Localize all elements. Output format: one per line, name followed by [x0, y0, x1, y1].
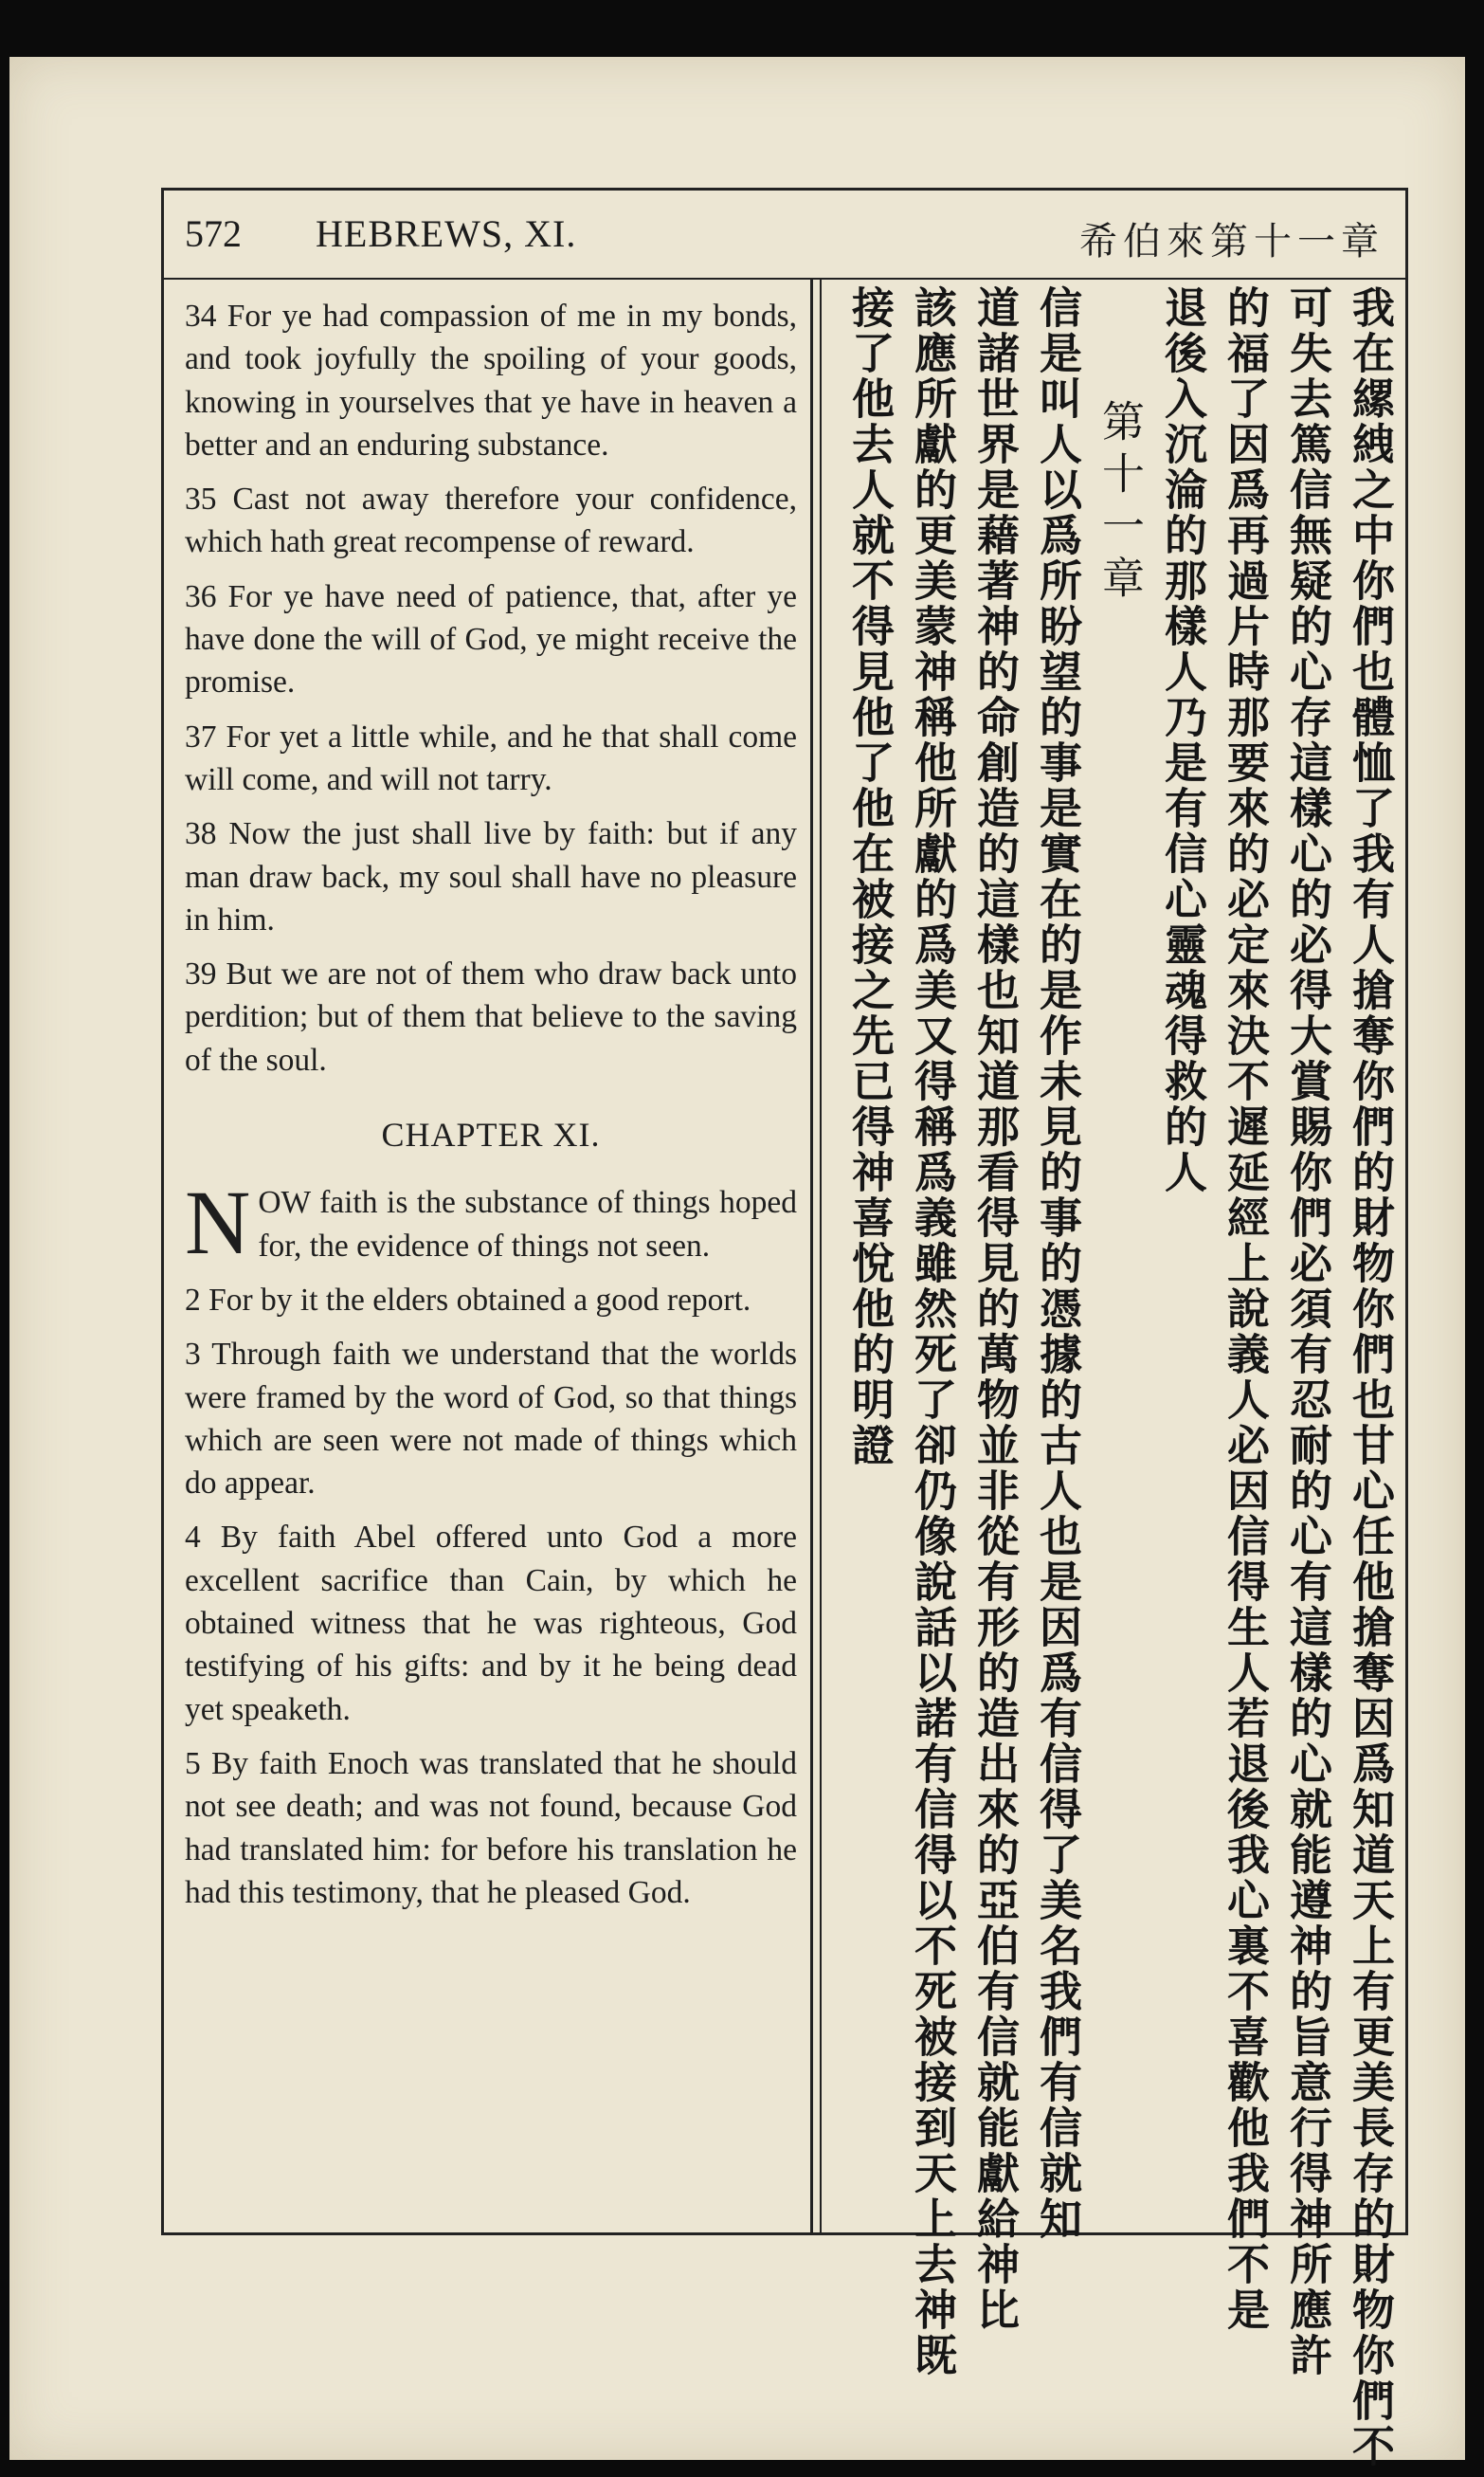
chinese-line: 信是叫人以爲所盼望的事是實在的是作未見的事的憑據的古人也是因爲有信得了美名我們有信就知 — [1032, 285, 1082, 2242]
verse-10-35: 35 Cast not away therefore your confidence, which hath great recompense of reward. — [185, 482, 797, 560]
verse-11-1 — [185, 1172, 797, 1274]
chinese-line: 可失去篤信無疑的心存這樣心的必得大賞賜你們必須有忍耐的心有這樣的心就能遵神的旨意行得神所應許 — [1282, 285, 1332, 2378]
page-number: 572 — [185, 212, 242, 255]
verse-10-39: 39 But we are not of them who draw back unto perdition; but of them that believe to the saving of the soul. — [185, 956, 797, 1078]
verse-11-2: 2 For by it the elders obtained a good report. — [185, 1282, 751, 1318]
verse-11-5: 5 By faith Enoch was translated that he should not see death; and was not found, because God had translated him: for before his translation he had this testimony, that he pleased God. — [185, 1745, 797, 1910]
chinese-line: 接了他去人就不得見他了他在被接之先已得神喜悅他的明證 — [844, 285, 895, 1468]
chinese-line: 退後入沉淪的那樣人乃是有信心靈魂得救的人 — [1157, 285, 1207, 1195]
english-column — [185, 295, 797, 1925]
verse-10-36: 36 For ye have need of patience, that, after ye have done the will of God, ye might receive the promise. — [185, 578, 797, 701]
verse-10-38: 38 Now the just shall live by faith: but if any man draw back, my soul shall have no pleasure in him. — [185, 816, 797, 938]
chinese-line: 的福了因爲再過片時那要來的必定來決不遲延經上說義人必因信得生人若退後我心裏不喜歡他我們不是 — [1220, 285, 1270, 2333]
chinese-line: 該應所獻的更美蒙神稱他所獻的爲美又得稱爲義雖然死了卻仍像說話以諾有信得以不死被接到天上去神既 — [907, 285, 957, 2378]
column-divider-thin — [820, 278, 822, 2232]
verse-10-37: 37 For yet a little while, and he that shall come will come, and will not tarry. — [185, 719, 797, 797]
drop-cap: N — [185, 1172, 251, 1274]
column-divider — [810, 278, 813, 2232]
verse-11-3: 3 Through faith we understand that the worlds were framed by the word of God, so that things which are seen were not made of things which do appear. — [185, 1337, 797, 1502]
page-header — [164, 191, 1405, 280]
text-frame — [161, 188, 1408, 2469]
chinese-chapter-heading: 第十一章 — [1095, 399, 1145, 608]
running-head-english: HEBREWS, XI. — [316, 212, 577, 255]
verse-11-1-text: OW faith is the substance of things hoped for, the evidence of things not seen. — [258, 1185, 797, 1264]
running-head-chinese: 希伯來第十一章 — [1079, 220, 1384, 264]
chinese-line: 道諸世界是藉著神的命創造的這樣也知道那看得見的萬物並非從有形的造出來的亞伯有信就能獻給神比 — [969, 285, 1020, 2333]
chapter-heading: CHAPTER XI. — [381, 1116, 601, 1155]
chinese-line: 我在縲絏之中你們也體恤了我有人搶奪你們的財物你們也甘心任他搶奪因爲知道天上有更美長存的財物你們不 — [1345, 285, 1395, 2469]
chinese-column — [839, 285, 1398, 2469]
verse-10-34: 34 For ye had compassion of me in my bonds, and took joyfully the spoiling of your goods, knowing in yourselves that ye have in heaven a better and an enduring substance. — [185, 299, 797, 463]
verse-11-4: 4 By faith Abel offered unto God a more excellent sacrifice than Cain, by which he obtained witness that he was righteous, God testifying of his gifts: and by it he being dead yet speaketh. — [185, 1520, 797, 1727]
